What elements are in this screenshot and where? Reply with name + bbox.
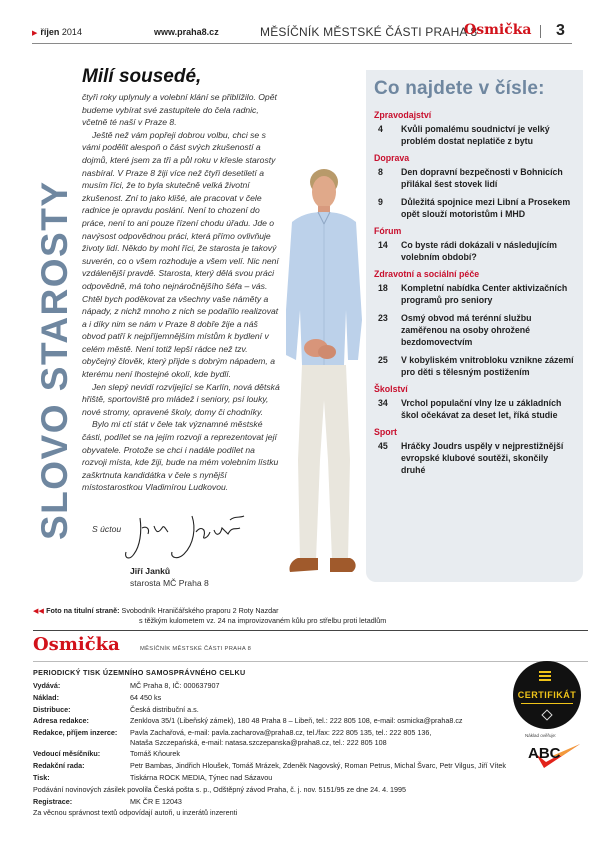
website-url[interactable]: www.praha8.cz (154, 27, 219, 37)
photo-trousers (298, 365, 350, 560)
imprint-row (33, 785, 508, 794)
entry-page: 14 (378, 240, 388, 250)
issue-year: 2014 (61, 27, 82, 37)
letter-paragraph: Jen slepý nevidí rozvíjející se Karlín, nová dětská hřiště, sportoviště pro mládež i seniory, psí louky, nové stromy, opravené školy, domy či chodníky. (82, 381, 280, 417)
photo-hand (318, 345, 336, 359)
entry-page: 8 (378, 167, 383, 177)
section-title-text: SLOVO STAROSTY (34, 180, 75, 540)
header-separator (540, 25, 541, 38)
certificate-diamond-icon (541, 709, 552, 720)
posta-note: Podávání novinových zásilek povolila Česká pošta s. p., Odštěpný závod Praha, č. j. nov. 5151/95 ze dne 24. 4. 1995 (33, 784, 407, 794)
photo-shoe (289, 558, 318, 572)
caption-line: Svobodník Hraničářského praporu 2 Roty Nazdar (121, 606, 279, 615)
entry-title: Co byste rádi dokázali v následujícím volebním období? (401, 240, 557, 262)
page-number: 3 (556, 22, 565, 39)
imprint-subtitle: MĚSÍČNÍK MĚSTSKÉ ČÁSTI PRAHA 8 (140, 646, 252, 652)
photo-face (312, 176, 336, 208)
entry-page: 9 (378, 197, 383, 207)
abc-label: Náklad ověřuje: (525, 733, 557, 738)
contents-category: Školství (374, 384, 408, 394)
imprint-row (33, 705, 508, 714)
imprint-key: Náklad: (33, 692, 59, 702)
contents-entry[interactable] (374, 397, 575, 421)
entry-title: Vrchol populační vlny lze u základních škol očekávat za deset let, říká studie (401, 398, 562, 420)
abc-logo (522, 740, 582, 772)
signature-stroke (172, 516, 244, 558)
imprint-value: Česká distribuční a.s. (130, 704, 199, 714)
entry-title: Hráčky Joudrs uspěly v nejprestižnější evropské klubové soutěži, skončily druhé (401, 441, 564, 475)
contents-entry[interactable] (374, 440, 575, 476)
imprint-value: Pavla Zachařová, e-mail: pavla.zacharova@praha8.cz, tel./fax: 222 805 135, tel.: 222 805 136, (130, 728, 432, 738)
imprint-key: Adresa redakce: (33, 716, 89, 726)
signer-name: Jiří Janků (130, 566, 171, 576)
entry-page: 23 (378, 313, 388, 323)
contents-category: Doprava (374, 153, 410, 163)
imprint-key: Tisk: (33, 772, 50, 782)
photo-shoe (330, 558, 356, 572)
double-arrow-left-icon: ◀◀ (33, 606, 45, 615)
imprint-row (33, 728, 508, 747)
signature-block (92, 512, 272, 592)
section-title (30, 70, 75, 540)
imprint-heading: PERIODICKÝ TISK ÚZEMNÍHO SAMOSPRÁVNÉHO CELKU (33, 668, 246, 677)
imprint-key: Vydává: (33, 681, 61, 690)
imprint-row (33, 808, 508, 817)
contents-entry[interactable] (374, 239, 575, 263)
imprint-row (33, 761, 508, 770)
entry-title: Den dopravní bezpečnosti v Bohnicích přilákal šest stovek lidí (401, 167, 563, 189)
letter-paragraph: čtyři roky uplynuly a volební klání se přiblížilo. Opět budeme vybírat své zastupitele do čela radnic, včetně té naší v Praze 8. (82, 92, 277, 128)
entry-page: 25 (378, 355, 388, 365)
imprint-logo: Osmička (33, 634, 120, 655)
contents-category: Sport (374, 427, 397, 437)
publication-title: MĚSÍČNÍK MĚSTSKÉ ČÁSTI PRAHA 8 (260, 25, 478, 39)
entry-title: V kobyliském vnitrobloku vznikne zázemí pro děti s tělesným postižením (401, 355, 574, 377)
issue-date (32, 27, 82, 37)
entry-page: 18 (378, 283, 388, 293)
imprint-value: Nataša Szczepańská, e-mail: natasa.szczepanska@praha8.cz, tel.: 222 805 108 (130, 737, 387, 747)
signer-role: starosta MČ Praha 8 (130, 578, 209, 588)
letter-greeting: Milí sousedé, (82, 66, 202, 87)
divider (33, 661, 588, 662)
entry-page: 4 (378, 124, 383, 134)
caption-label: Foto na titulní straně: (46, 606, 120, 615)
imprint-row (33, 681, 508, 690)
imprint-value: Petr Bambas, Jindřich Hloušek, Tomáš Mrázek, Zdeněk Nagovský, Roman Petrus, Michal Švarc, Petr Vilgus, Jiří Vítek (130, 761, 507, 771)
contents-entry[interactable] (374, 196, 575, 220)
handwritten-signature (120, 512, 270, 564)
imprint-row (33, 716, 508, 725)
certificate-badge (513, 661, 581, 729)
contents-title: Co najdete v čísle: (374, 78, 545, 99)
contents-category: Zdravotní a sociální péče (374, 269, 480, 279)
imprint-row (33, 749, 508, 758)
entry-title: Kompletní nabídka Center aktivizačních programů pro seniory (401, 283, 568, 305)
table-of-contents (366, 70, 583, 582)
cover-photo-caption (33, 606, 588, 626)
imprint-key: Distribuce: (33, 704, 71, 714)
imprint-key: Redakce, příjem inzerce: (33, 728, 118, 738)
imprint-value: Tiskárna ROCK MEDIA, Týnec nad Sázavou (130, 772, 273, 782)
letter-signoff: S úctou (92, 524, 122, 534)
letter-paragraph: Bylo mi ctí stát v čele tak významné městské části, podílet se na jejím rozvoji a reprezentovat její obyvatele. Protože se chci i nadále podílet na rozvoji místa, kde žiji, bude na mém volebním lístku zaškrtnuta kandidátka v čele s nynější místostarostkou Vladimírou Ludkovou. (82, 419, 279, 493)
imprint-row (33, 693, 508, 702)
abc-logo-text: ABC (528, 745, 561, 762)
caption-line: s těžkým kulometem vz. 24 na improvizovaném kůlu pro střelbu proti letadlům (139, 616, 387, 625)
caption-row (33, 606, 588, 616)
entry-title: Osmý obvod má terénní službu zaměřenou na osoby ohrožené bezdomovectvím (401, 313, 532, 347)
imprint-key: Vedoucí měsíčníku: (33, 749, 101, 759)
entry-page: 45 (378, 441, 388, 451)
page-header (32, 22, 572, 44)
contents-entry[interactable] (374, 282, 575, 306)
imprint-row (33, 773, 508, 782)
imprint-table (33, 681, 508, 820)
contents-entry[interactable] (374, 312, 575, 348)
entry-title: Kvůli pomalému soudnictví je velký problém dostat neplatiče z bytu (401, 124, 550, 146)
contents-entry[interactable] (374, 166, 575, 190)
issue-month: říjen (40, 27, 60, 37)
mayor-letter (82, 66, 282, 494)
imprint-value: Tomáš Kňourek (130, 749, 180, 759)
imprint-key: Redakční rada: (33, 761, 85, 771)
certificate-marks (539, 671, 555, 683)
letter-paragraph: Ještě než vám popřeji dobrou volbu, chci se s vámi podělit alespoň o část svých zkušeností a dojmů, které jsem za tři a půl roku v křesle starosty nasbíral. V Praze 8 žiji více než čtyři desetiletí a musím říci, že to byla skutečně velká životní zkušenost. Zní to jako klišé, ale pracovat v čele radnice je opravdu poslání. Není to chození do práce, není to ani pouze řízení chodu úřadu. Jde o navýsost odpovědnou práci, která přímo ovlivňuje životy lidí. Někdo by mohl říci, že starosta je takový suverén, co o všem rozhoduje a všem velí. Nic není vzdálenější pravdě. Starosta, který dělá svou práci odpovědně, má toho nejnáročnějšího šéfa – vás. Chtěl bych poděkovat za všechny vaše náměty a nápady, z nichž mnoho z nich se podařilo realizovat a i díky nim se nám v Praze 8 dobře žije a náš obvod patří k nejpříjemnějším místům k bydlení v celém městě. Není totiž lepší rádce než tzv. obyčejný člověk, který přijde s dobrým nápadem, a kterému není lhostejné okolí, kde bydlí. (82, 129, 279, 380)
mayor-photo (282, 160, 362, 580)
triangle-right-icon: ▶ (32, 30, 38, 37)
imprint-value: 64 450 ks (130, 692, 162, 702)
disclaimer: Za věcnou správnost textů odpovídají autoři, u inzerátů inzerenti (33, 808, 238, 818)
imprint-value: MK ČR E 12043 (130, 796, 182, 806)
signature-stroke (126, 518, 168, 558)
contents-entry[interactable] (374, 123, 575, 147)
certificate-title: CERTIFIKÁT (517, 690, 577, 700)
certificate-rule (521, 703, 573, 704)
osmicka-logo: Osmička (464, 22, 532, 38)
contents-entry[interactable] (374, 354, 575, 378)
imprint-row (33, 797, 508, 806)
imprint-value: MČ Praha 8, IČ: 000637907 (130, 681, 220, 690)
imprint-value: Zenklova 35/1 (Libeňský zámek), 180 48 Praha 8 – Libeň, tel.: 222 805 108, e-mail: osmicka@praha8.cz (130, 716, 463, 726)
divider (33, 630, 588, 631)
contents-category: Fórum (374, 226, 402, 236)
entry-page: 34 (378, 398, 388, 408)
entry-title: Důležitá spojnice mezi Libní a Prosekem opět slouží motoristům i MHD (401, 197, 571, 219)
imprint-key: Registrace: (33, 796, 73, 806)
contents-category: Zpravodajství (374, 110, 432, 120)
